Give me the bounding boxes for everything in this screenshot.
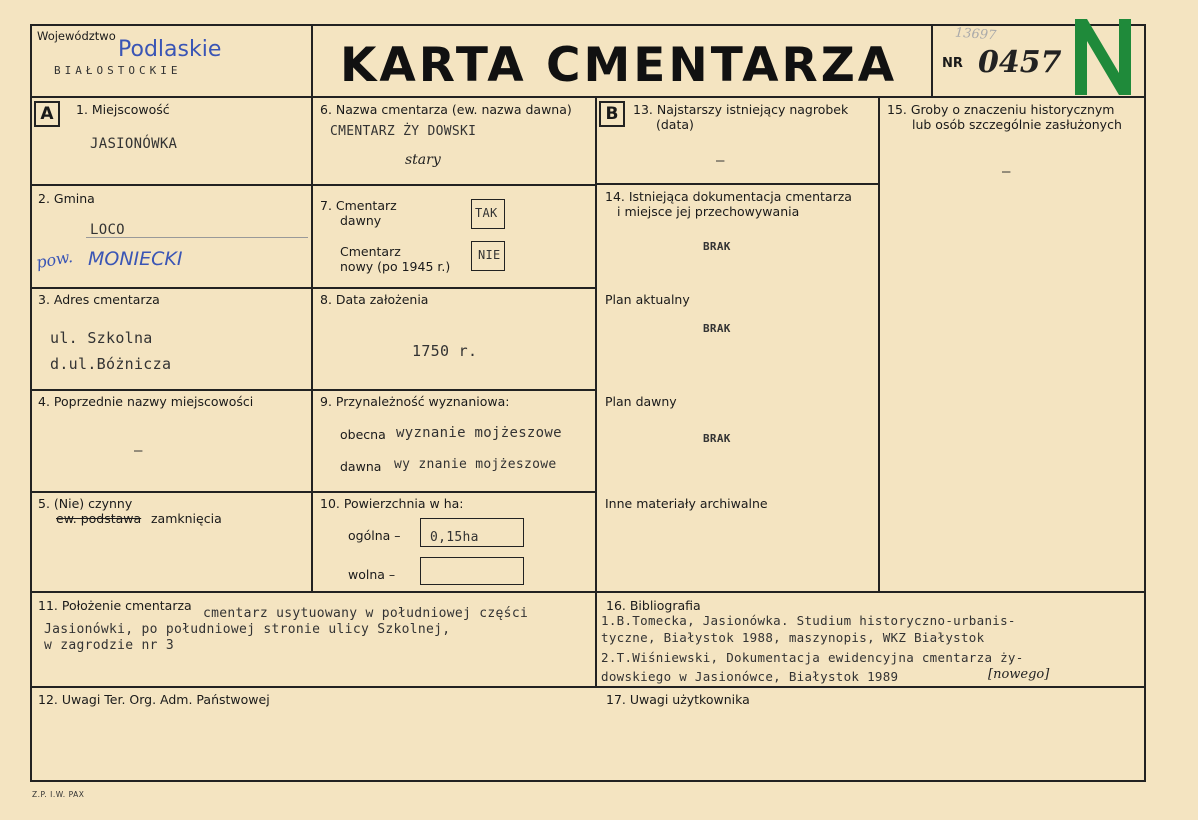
field-9-former-label: dawna xyxy=(340,459,382,474)
nr-value: 0457 xyxy=(978,45,1062,80)
section-b-box: B xyxy=(599,101,625,127)
section-a-box: A xyxy=(34,101,60,127)
card-title: KARTA CMENTARZA xyxy=(340,38,898,93)
voivodeship-stamp: Podlaskie xyxy=(118,37,222,62)
field-3-line2: d.ul.Bóżnicza xyxy=(50,355,172,373)
field-16-line1: 1.B.Tomecka, Jasionówka. Studium historyczno-urbanis- xyxy=(601,613,1016,628)
voivodeship-label: Województwo xyxy=(37,29,116,43)
plan-old-label: Plan dawny xyxy=(605,394,677,409)
field-5-label: 5. (Nie) czynny xyxy=(38,496,133,511)
field-7-label: 7. Cmentarz xyxy=(320,198,397,213)
field-1-value: JASIONÓWKA xyxy=(90,136,178,152)
nr-small-pencil: 13697 xyxy=(954,25,997,44)
field-11-line1: cmentarz usytuowany w południowej części xyxy=(203,606,529,621)
field-9-former-value: wy znanie mojżeszowe xyxy=(394,457,557,472)
field-13-label-date: (data) xyxy=(656,117,694,132)
divider xyxy=(30,96,1146,98)
field-16-line3: 2.T.Wiśniewski, Dokumentacja ewidencyjna cmentarza ży- xyxy=(601,650,1024,665)
plan-current-value: BRAK xyxy=(703,322,731,335)
field-13-label: 13. Najstarszy istniejący nagrobek xyxy=(633,102,849,117)
divider xyxy=(30,591,1146,593)
field-10-total-label: ogólna – xyxy=(348,528,401,543)
archive-materials-label: Inne materiały archiwalne xyxy=(605,496,768,511)
field-12-label: 12. Uwagi Ter. Org. Adm. Państwowej xyxy=(38,692,270,707)
divider xyxy=(30,287,596,289)
field-7-new-label1: Cmentarz xyxy=(340,244,401,259)
field-16-label: 16. Bibliografia xyxy=(606,598,701,613)
field-6-label: 6. Nazwa cmentarza (ew. nazwa dawna) xyxy=(320,102,572,117)
field-15-value: – xyxy=(1002,164,1011,180)
plan-current-label: Plan aktualny xyxy=(605,292,690,307)
plan-old-value: BRAK xyxy=(703,432,731,445)
nr-label: NR xyxy=(942,56,963,71)
field-7-new-label2: nowy (po 1945 r.) xyxy=(340,259,451,274)
field-8-value: 1750 r. xyxy=(412,342,478,360)
field-9-label: 9. Przynależność wyznaniowa: xyxy=(320,394,510,409)
field-10-total-value: 0,15ha xyxy=(430,530,479,545)
field-9-current-value: wyznanie mojżeszowe xyxy=(396,425,562,441)
field-10-label: 10. Powierzchnia w ha: xyxy=(320,496,464,511)
divider xyxy=(30,491,596,493)
category-letter-n-icon xyxy=(1071,17,1135,97)
field-2-stamp: MONIECKI xyxy=(88,248,183,270)
field-10-free-label: wolna – xyxy=(348,567,396,582)
field-5-label-end: zamknięcia xyxy=(151,511,222,526)
field-16-line4: dowskiego w Jasionówce, Białystok 1989 xyxy=(601,669,899,684)
field-6-value: CMENTARZ ŻY DOWSKI xyxy=(330,124,477,139)
divider xyxy=(311,24,313,592)
divider xyxy=(30,184,596,186)
field-6-hand: stary xyxy=(405,152,441,168)
field-9-current-label: obecna xyxy=(340,427,386,442)
divider xyxy=(878,96,880,592)
divider xyxy=(931,24,933,97)
field-11-line2: Jasionówki, po południowej stronie ulicy Szkolnej, xyxy=(44,622,451,637)
divider xyxy=(596,183,878,185)
field-2-label: 2. Gmina xyxy=(38,191,95,206)
field-14-label: 14. Istniejąca dokumentacja cmentarza xyxy=(605,189,852,204)
field-11-label: 11. Położenie cmentarza xyxy=(38,598,192,613)
field-14-value: BRAK xyxy=(703,240,731,253)
field-2-pow-hand: pow. xyxy=(34,246,75,273)
field-5-label-struck: ew. podstawa xyxy=(56,511,142,526)
field-3-label: 3. Adres cmentarza xyxy=(38,292,160,307)
field-11-line3: w zagrodzie nr 3 xyxy=(44,638,175,653)
field-16-line2: tyczne, Białystok 1988, maszynopis, WKZ Białystok xyxy=(601,630,985,645)
field-17-label: 17. Uwagi użytkownika xyxy=(606,692,750,707)
field-7-old-value: TAK xyxy=(475,206,498,220)
field-2-value: LOCO xyxy=(90,222,125,238)
field-13-value: – xyxy=(716,153,725,169)
divider xyxy=(30,389,596,391)
field-15-label-end: lub osób szczególnie zasłużonych xyxy=(912,117,1122,132)
field-4-label: 4. Poprzednie nazwy miejscowości xyxy=(38,394,254,409)
field-15-label: 15. Groby o znaczeniu historycznym xyxy=(887,102,1115,117)
field-1-label: 1. Miejscowość xyxy=(76,102,170,117)
field-3-line1: ul. Szkolna xyxy=(50,329,153,347)
field-10-free-box xyxy=(420,557,524,585)
voivodeship-old: BIAŁOSTOCKIE xyxy=(54,64,182,77)
field-16-hand: [nowego] xyxy=(988,667,1050,682)
field-7-old-label: dawny xyxy=(340,213,382,228)
field-14-label-place: i miejsce jej przechowywania xyxy=(617,204,800,219)
field-8-label: 8. Data założenia xyxy=(320,292,429,307)
printer-imprint: Z.P. I.W. PAX xyxy=(32,790,85,799)
divider xyxy=(30,686,1146,688)
field-7-new-value: NIE xyxy=(478,248,501,262)
field-4-value: – xyxy=(134,443,143,459)
